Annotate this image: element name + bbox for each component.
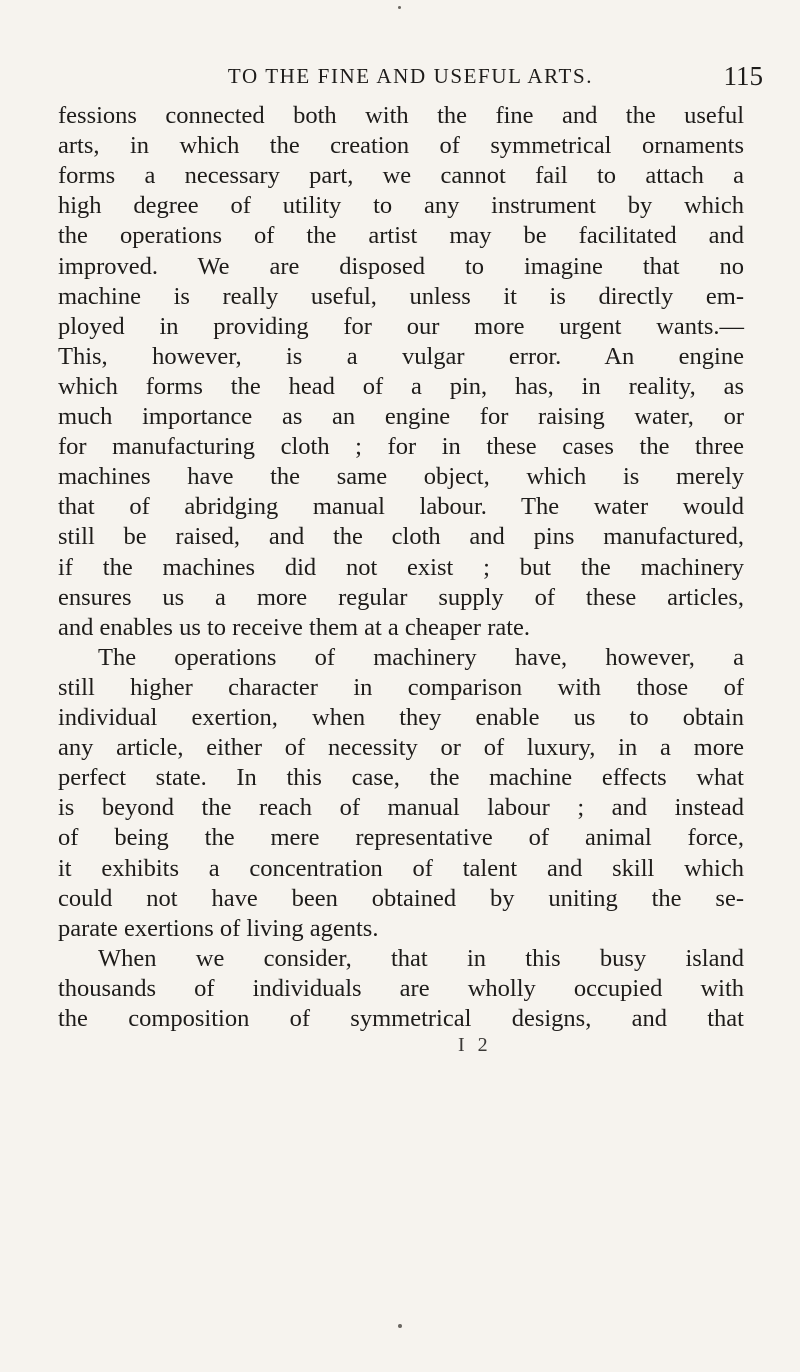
text-line: The operations of machinery have, however, a <box>98 643 744 671</box>
text-line: ensures us a more regular supply of these articles, <box>58 583 744 611</box>
text-line: arts, in which the creation of symmetrical ornaments <box>58 132 744 160</box>
text-line: improved. We are disposed to imagine that no <box>58 252 744 280</box>
text-line: much importance as an engine for raising water, or <box>58 403 744 430</box>
text-line: fessions connected both with the fine and the useful <box>58 102 744 129</box>
text-line: any article, either of necessity or of luxury, in a more <box>58 734 744 762</box>
paper-speck <box>398 1324 402 1328</box>
paper-speck <box>398 6 401 9</box>
text-line: the operations of the artist may be facilitated and <box>58 222 744 250</box>
text-line: perfect state. In this case, the machine effects what <box>58 764 744 792</box>
text-line: if the machines did not exist ; but the machinery <box>58 553 744 581</box>
text-line: forms a necessary part, we cannot fail to attach a <box>58 162 744 190</box>
text-line: of being the mere representative of animal force, <box>58 824 744 852</box>
text-line: individual exertion, when they enable us to obtain <box>58 704 744 731</box>
text-line: This, however, is a vulgar error. An engine <box>58 342 744 370</box>
text-line: the composition of symmetrical designs, and that <box>58 1005 744 1032</box>
signature-mark: I 2 <box>458 1034 492 1056</box>
text-line: high degree of utility to any instrument by which <box>58 192 744 220</box>
text-line: for manufacturing cloth ; for in these cases the three <box>58 433 744 461</box>
text-line: still higher character in comparison with those of <box>58 673 744 701</box>
text-line: machines have the same object, which is merely <box>58 463 744 491</box>
text-line: it exhibits a concentration of talent and skill which <box>58 854 744 882</box>
running-head <box>118 58 763 94</box>
running-title: TO THE FINE AND USEFUL ARTS. <box>227 64 594 88</box>
text-line: thousands of individuals are wholly occupied with <box>58 974 744 1002</box>
text-line: could not have been obtained by uniting the se- <box>58 884 744 912</box>
text-line: parate exertions of living agents. <box>58 914 379 942</box>
page-number: 115 <box>723 61 763 91</box>
text-line: machine is really useful, unless it is directly em- <box>58 282 744 310</box>
text-line: ployed in providing for our more urgent wants.— <box>58 312 744 340</box>
text-line: which forms the head of a pin, has, in reality, as <box>58 372 744 400</box>
text-line: and enables us to receive them at a cheaper rate. <box>58 613 531 641</box>
text-line: still be raised, and the cloth and pins manufactured, <box>58 523 744 551</box>
text-line: When we consider, that in this busy island <box>98 944 744 972</box>
text-line: that of abridging manual labour. The water would <box>58 493 744 521</box>
text-line: is beyond the reach of manual labour ; and instead <box>58 794 744 822</box>
